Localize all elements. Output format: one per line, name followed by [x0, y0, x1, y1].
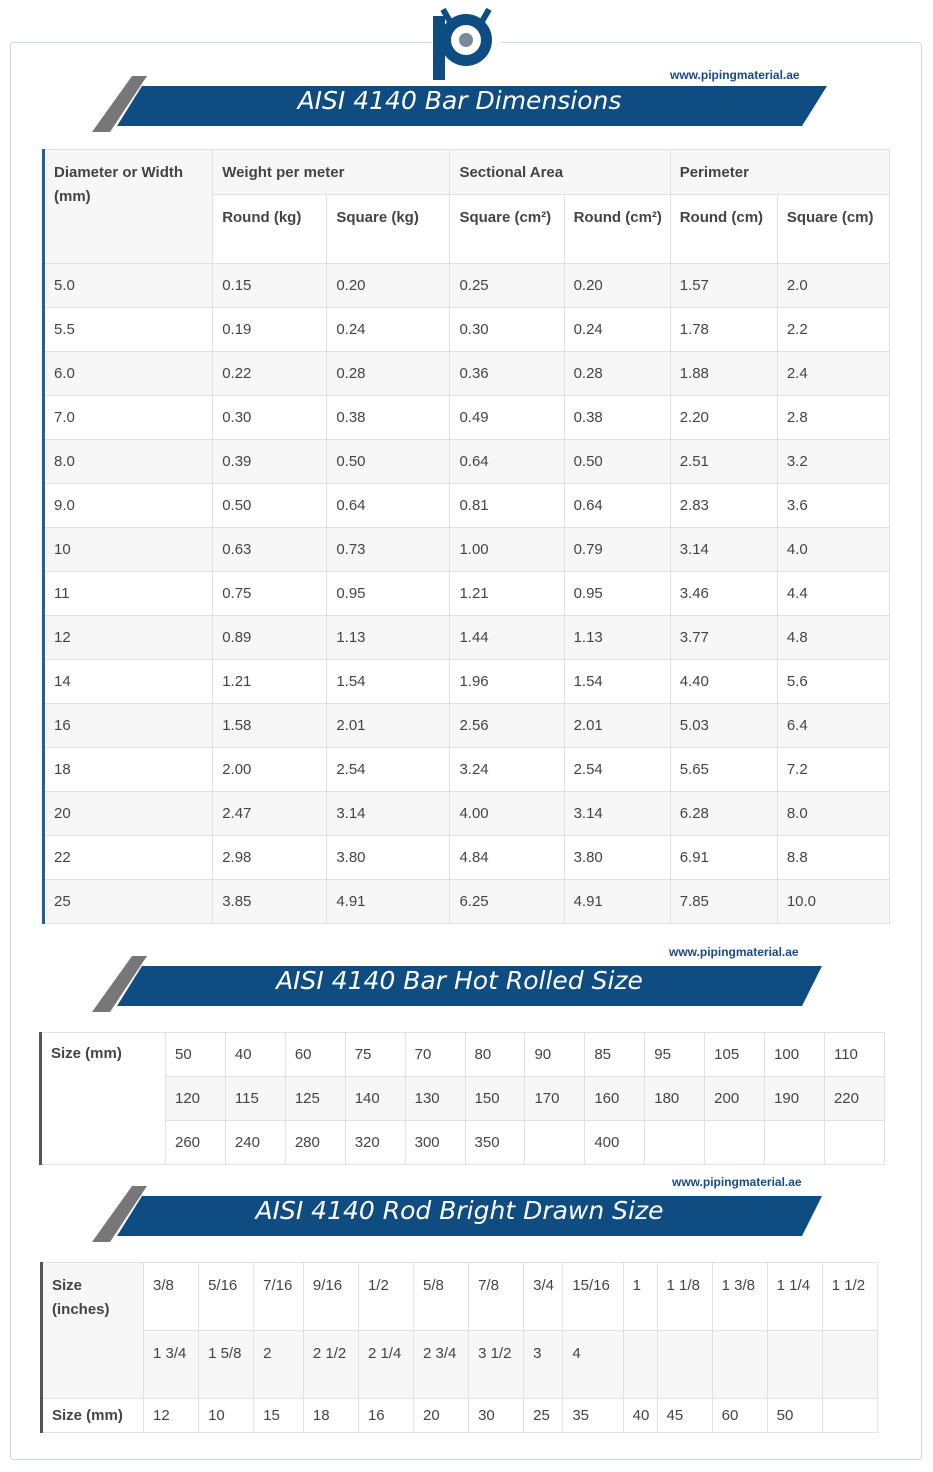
- section-banner-dimensions: [92, 76, 827, 132]
- table-cell: 20: [414, 1399, 469, 1433]
- header-weight-round: Round (kg): [213, 195, 327, 264]
- table-cell: 180: [645, 1077, 705, 1121]
- table-cell: 1.78: [670, 308, 777, 352]
- table-cell: 8.8: [777, 836, 889, 880]
- table-cell: 240: [225, 1121, 285, 1165]
- table-cell: 3.14: [327, 792, 450, 836]
- table-cell: 220: [824, 1077, 884, 1121]
- table-row: [44, 308, 890, 352]
- header-weight: Weight per meter: [213, 150, 450, 195]
- table-cell: 3.2: [777, 440, 889, 484]
- table-row: [44, 396, 890, 440]
- hot-rolled-table: [39, 1032, 885, 1165]
- table-row: [42, 1399, 878, 1433]
- table-cell: 7/8: [469, 1263, 524, 1331]
- table-cell: 2.00: [213, 748, 327, 792]
- table-row: [44, 836, 890, 880]
- table-cell: 0.63: [213, 528, 327, 572]
- table-cell: 3/4: [524, 1263, 563, 1331]
- bright-drawn-table: [40, 1262, 878, 1433]
- table-cell: 5/8: [414, 1263, 469, 1331]
- table-cell: [645, 1121, 705, 1165]
- table-cell: 1.57: [670, 264, 777, 308]
- table-cell: 3.6: [777, 484, 889, 528]
- table-cell: 0.64: [450, 440, 564, 484]
- table-cell: 25: [524, 1399, 563, 1433]
- size-label: Size (inches): [42, 1263, 144, 1399]
- table-cell: 0.24: [327, 308, 450, 352]
- table-cell: 2 1/4: [358, 1331, 413, 1399]
- table-cell: 14: [44, 660, 213, 704]
- table-cell: 0.50: [213, 484, 327, 528]
- table-cell: 4.91: [564, 880, 670, 924]
- table-cell: 2: [254, 1331, 304, 1399]
- table-cell: 3.77: [670, 616, 777, 660]
- table-cell: 50: [767, 1399, 822, 1433]
- table-cell: [765, 1121, 825, 1165]
- table-cell: 2.01: [327, 704, 450, 748]
- table-cell: 0.25: [450, 264, 564, 308]
- header-perimeter-round: Round (cm): [670, 195, 777, 264]
- table-cell: 16: [358, 1399, 413, 1433]
- table-cell: 0.36: [450, 352, 564, 396]
- table-row: [44, 880, 890, 924]
- table-cell: 5.5: [44, 308, 213, 352]
- table-cell: 0.79: [564, 528, 670, 572]
- table-cell: 5.65: [670, 748, 777, 792]
- table-cell: 4: [563, 1331, 623, 1399]
- table-cell: 0.20: [564, 264, 670, 308]
- table-cell: 6.0: [44, 352, 213, 396]
- table-cell: 0.81: [450, 484, 564, 528]
- table-cell: 2.54: [327, 748, 450, 792]
- table-row: [44, 660, 890, 704]
- table-cell: 75: [345, 1033, 405, 1077]
- table-cell: 6.28: [670, 792, 777, 836]
- table-cell: 9/16: [303, 1263, 358, 1331]
- table-cell: 5/16: [199, 1263, 254, 1331]
- header-perimeter: Perimeter: [670, 150, 889, 195]
- table-cell: 3.14: [564, 792, 670, 836]
- table-cell: 5.03: [670, 704, 777, 748]
- size-label: Size (mm): [41, 1033, 166, 1165]
- table-cell: 80: [465, 1033, 525, 1077]
- table-cell: [822, 1399, 877, 1433]
- table-cell: 0.64: [564, 484, 670, 528]
- table-cell: 140: [345, 1077, 405, 1121]
- table-cell: 2.54: [564, 748, 670, 792]
- table-cell: 2.83: [670, 484, 777, 528]
- table-cell: 0.75: [213, 572, 327, 616]
- table-row: [42, 1263, 878, 1331]
- table-cell: 1.96: [450, 660, 564, 704]
- table-cell: 7.85: [670, 880, 777, 924]
- table-cell: 2.98: [213, 836, 327, 880]
- table-cell: 1.21: [213, 660, 327, 704]
- table-row: [44, 352, 890, 396]
- table-cell: 3.14: [670, 528, 777, 572]
- section-title: AISI 4140 Bar Dimensions: [297, 86, 622, 115]
- table-cell: 350: [465, 1121, 525, 1165]
- table-cell: 1 1/8: [657, 1263, 712, 1331]
- table-cell: 30: [469, 1399, 524, 1433]
- table-row: [44, 484, 890, 528]
- table-cell: 7.2: [777, 748, 889, 792]
- table-cell: [767, 1331, 822, 1399]
- table-cell: 0.73: [327, 528, 450, 572]
- table-cell: 3.85: [213, 880, 327, 924]
- table-cell: 160: [585, 1077, 645, 1121]
- table-cell: 11: [44, 572, 213, 616]
- table-cell: 1 3/4: [144, 1331, 199, 1399]
- table-cell: [705, 1121, 765, 1165]
- table-cell: 1/2: [358, 1263, 413, 1331]
- logo: [431, 4, 501, 80]
- table-cell: 16: [44, 704, 213, 748]
- table-cell: 300: [405, 1121, 465, 1165]
- table-cell: 170: [525, 1077, 585, 1121]
- table-cell: 6.25: [450, 880, 564, 924]
- section-banner-hot-rolled: [92, 956, 827, 1012]
- table-cell: 0.38: [564, 396, 670, 440]
- section-title: AISI 4140 Bar Hot Rolled Size: [276, 966, 643, 995]
- table-cell: 0.22: [213, 352, 327, 396]
- table-cell: 12: [144, 1399, 199, 1433]
- table-cell: 120: [166, 1077, 226, 1121]
- site-url: www.pipingmaterial.ae: [669, 945, 799, 959]
- table-row: [44, 748, 890, 792]
- table-cell: 2.51: [670, 440, 777, 484]
- table-cell: 1.21: [450, 572, 564, 616]
- table-cell: 1 1/4: [767, 1263, 822, 1331]
- table-row: [41, 1033, 885, 1077]
- table-cell: 4.0: [777, 528, 889, 572]
- table-cell: 9.0: [44, 484, 213, 528]
- table-cell: 4.8: [777, 616, 889, 660]
- header-area: Sectional Area: [450, 150, 670, 195]
- table-cell: 50: [166, 1033, 226, 1077]
- table-row: [42, 1331, 878, 1399]
- table-cell: 45: [657, 1399, 712, 1433]
- table-cell: 2.20: [670, 396, 777, 440]
- table-cell: 10: [44, 528, 213, 572]
- table-cell: 4.40: [670, 660, 777, 704]
- table-cell: 0.95: [564, 572, 670, 616]
- table-cell: 0.19: [213, 308, 327, 352]
- table-cell: 1.13: [327, 616, 450, 660]
- table-cell: 1 5/8: [199, 1331, 254, 1399]
- table-cell: 8.0: [44, 440, 213, 484]
- table-cell: 110: [824, 1033, 884, 1077]
- table-cell: 18: [44, 748, 213, 792]
- header-perimeter-square: Square (cm): [777, 195, 889, 264]
- site-url: www.pipingmaterial.ae: [670, 68, 800, 82]
- table-cell: 105: [705, 1033, 765, 1077]
- table-cell: 1.54: [327, 660, 450, 704]
- table-cell: 2.4: [777, 352, 889, 396]
- table-cell: 22: [44, 836, 213, 880]
- table-cell: 6.4: [777, 704, 889, 748]
- table-cell: 1.54: [564, 660, 670, 704]
- table-row: [41, 1121, 885, 1165]
- table-cell: 8.0: [777, 792, 889, 836]
- table-row: [44, 616, 890, 660]
- table-cell: 4.91: [327, 880, 450, 924]
- table-cell: 2.01: [564, 704, 670, 748]
- table-cell: 95: [645, 1033, 705, 1077]
- table-cell: 3: [524, 1331, 563, 1399]
- table-cell: 10.0: [777, 880, 889, 924]
- table-cell: 0.20: [327, 264, 450, 308]
- size-label: Size (mm): [42, 1399, 144, 1433]
- table-cell: 5.0: [44, 264, 213, 308]
- table-cell: 85: [585, 1033, 645, 1077]
- table-cell: 15/16: [563, 1263, 623, 1331]
- table-cell: 400: [585, 1121, 645, 1165]
- table-cell: 0.30: [450, 308, 564, 352]
- table-cell: 2.0: [777, 264, 889, 308]
- table-cell: 1.44: [450, 616, 564, 660]
- site-url: www.pipingmaterial.ae: [672, 1175, 802, 1189]
- table-cell: 3.24: [450, 748, 564, 792]
- table-cell: 3.80: [327, 836, 450, 880]
- table-cell: 25: [44, 880, 213, 924]
- table-cell: [712, 1331, 767, 1399]
- table-cell: 70: [405, 1033, 465, 1077]
- table-cell: 6.91: [670, 836, 777, 880]
- table-cell: 60: [712, 1399, 767, 1433]
- table-cell: 280: [285, 1121, 345, 1165]
- table-cell: 12: [44, 616, 213, 660]
- table-cell: 1.58: [213, 704, 327, 748]
- table-cell: 150: [465, 1077, 525, 1121]
- table-cell: 20: [44, 792, 213, 836]
- table-cell: 5.6: [777, 660, 889, 704]
- table-cell: [657, 1331, 712, 1399]
- table-cell: 260: [166, 1121, 226, 1165]
- table-cell: 3 1/2: [469, 1331, 524, 1399]
- table-cell: 320: [345, 1121, 405, 1165]
- table-row: [44, 264, 890, 308]
- header-area-square: Square (cm²): [450, 195, 564, 264]
- table-cell: 0.64: [327, 484, 450, 528]
- section-banner-bright-drawn: [92, 1186, 827, 1242]
- table-cell: 1.88: [670, 352, 777, 396]
- table-cell: [525, 1121, 585, 1165]
- logo-icon: [431, 4, 501, 80]
- header-diameter: Diameter or Width (mm): [44, 150, 213, 264]
- table-cell: 2.8: [777, 396, 889, 440]
- table-cell: 0.15: [213, 264, 327, 308]
- table-cell: 130: [405, 1077, 465, 1121]
- table-cell: 0.30: [213, 396, 327, 440]
- table-cell: 190: [765, 1077, 825, 1121]
- table-cell: 200: [705, 1077, 765, 1121]
- table-cell: [822, 1331, 877, 1399]
- table-cell: 0.49: [450, 396, 564, 440]
- table-cell: 40: [225, 1033, 285, 1077]
- table-row: [44, 704, 890, 748]
- table-cell: 0.89: [213, 616, 327, 660]
- table-cell: 0.95: [327, 572, 450, 616]
- table-cell: 40: [623, 1399, 657, 1433]
- table-cell: 2 1/2: [303, 1331, 358, 1399]
- table-cell: 90: [525, 1033, 585, 1077]
- table-cell: [623, 1331, 657, 1399]
- table-cell: 100: [765, 1033, 825, 1077]
- table-row: [44, 528, 890, 572]
- table-cell: 3.46: [670, 572, 777, 616]
- table-cell: 4.00: [450, 792, 564, 836]
- table-cell: 125: [285, 1077, 345, 1121]
- table-cell: 10: [199, 1399, 254, 1433]
- table-cell: 0.50: [327, 440, 450, 484]
- table-cell: 0.28: [327, 352, 450, 396]
- table-cell: 3/8: [144, 1263, 199, 1331]
- table-row: [44, 572, 890, 616]
- table-cell: 18: [303, 1399, 358, 1433]
- table-cell: 0.50: [564, 440, 670, 484]
- table-cell: 2.2: [777, 308, 889, 352]
- table-cell: 1.13: [564, 616, 670, 660]
- table-cell: 4.84: [450, 836, 564, 880]
- section-title: AISI 4140 Rod Bright Drawn Size: [255, 1196, 664, 1225]
- table-cell: 0.28: [564, 352, 670, 396]
- table-cell: 0.24: [564, 308, 670, 352]
- table-cell: 2.47: [213, 792, 327, 836]
- table-row: [44, 440, 890, 484]
- table-cell: [824, 1121, 884, 1165]
- table-cell: 0.39: [213, 440, 327, 484]
- table-cell: 15: [254, 1399, 304, 1433]
- header-area-round: Round (cm²): [564, 195, 670, 264]
- table-cell: 60: [285, 1033, 345, 1077]
- table-cell: 35: [563, 1399, 623, 1433]
- table-cell: 115: [225, 1077, 285, 1121]
- table-row: [44, 792, 890, 836]
- table-cell: 7.0: [44, 396, 213, 440]
- table-cell: 3.80: [564, 836, 670, 880]
- dimensions-table: [42, 149, 890, 924]
- table-cell: 1 3/8: [712, 1263, 767, 1331]
- table-cell: 4.4: [777, 572, 889, 616]
- table-cell: 1 1/2: [822, 1263, 877, 1331]
- header-weight-square: Square (kg): [327, 195, 450, 264]
- table-cell: 1.00: [450, 528, 564, 572]
- table-cell: 1: [623, 1263, 657, 1331]
- table-cell: 7/16: [254, 1263, 304, 1331]
- table-cell: 0.38: [327, 396, 450, 440]
- table-cell: 2.56: [450, 704, 564, 748]
- table-row: [41, 1077, 885, 1121]
- table-cell: 2 3/4: [414, 1331, 469, 1399]
